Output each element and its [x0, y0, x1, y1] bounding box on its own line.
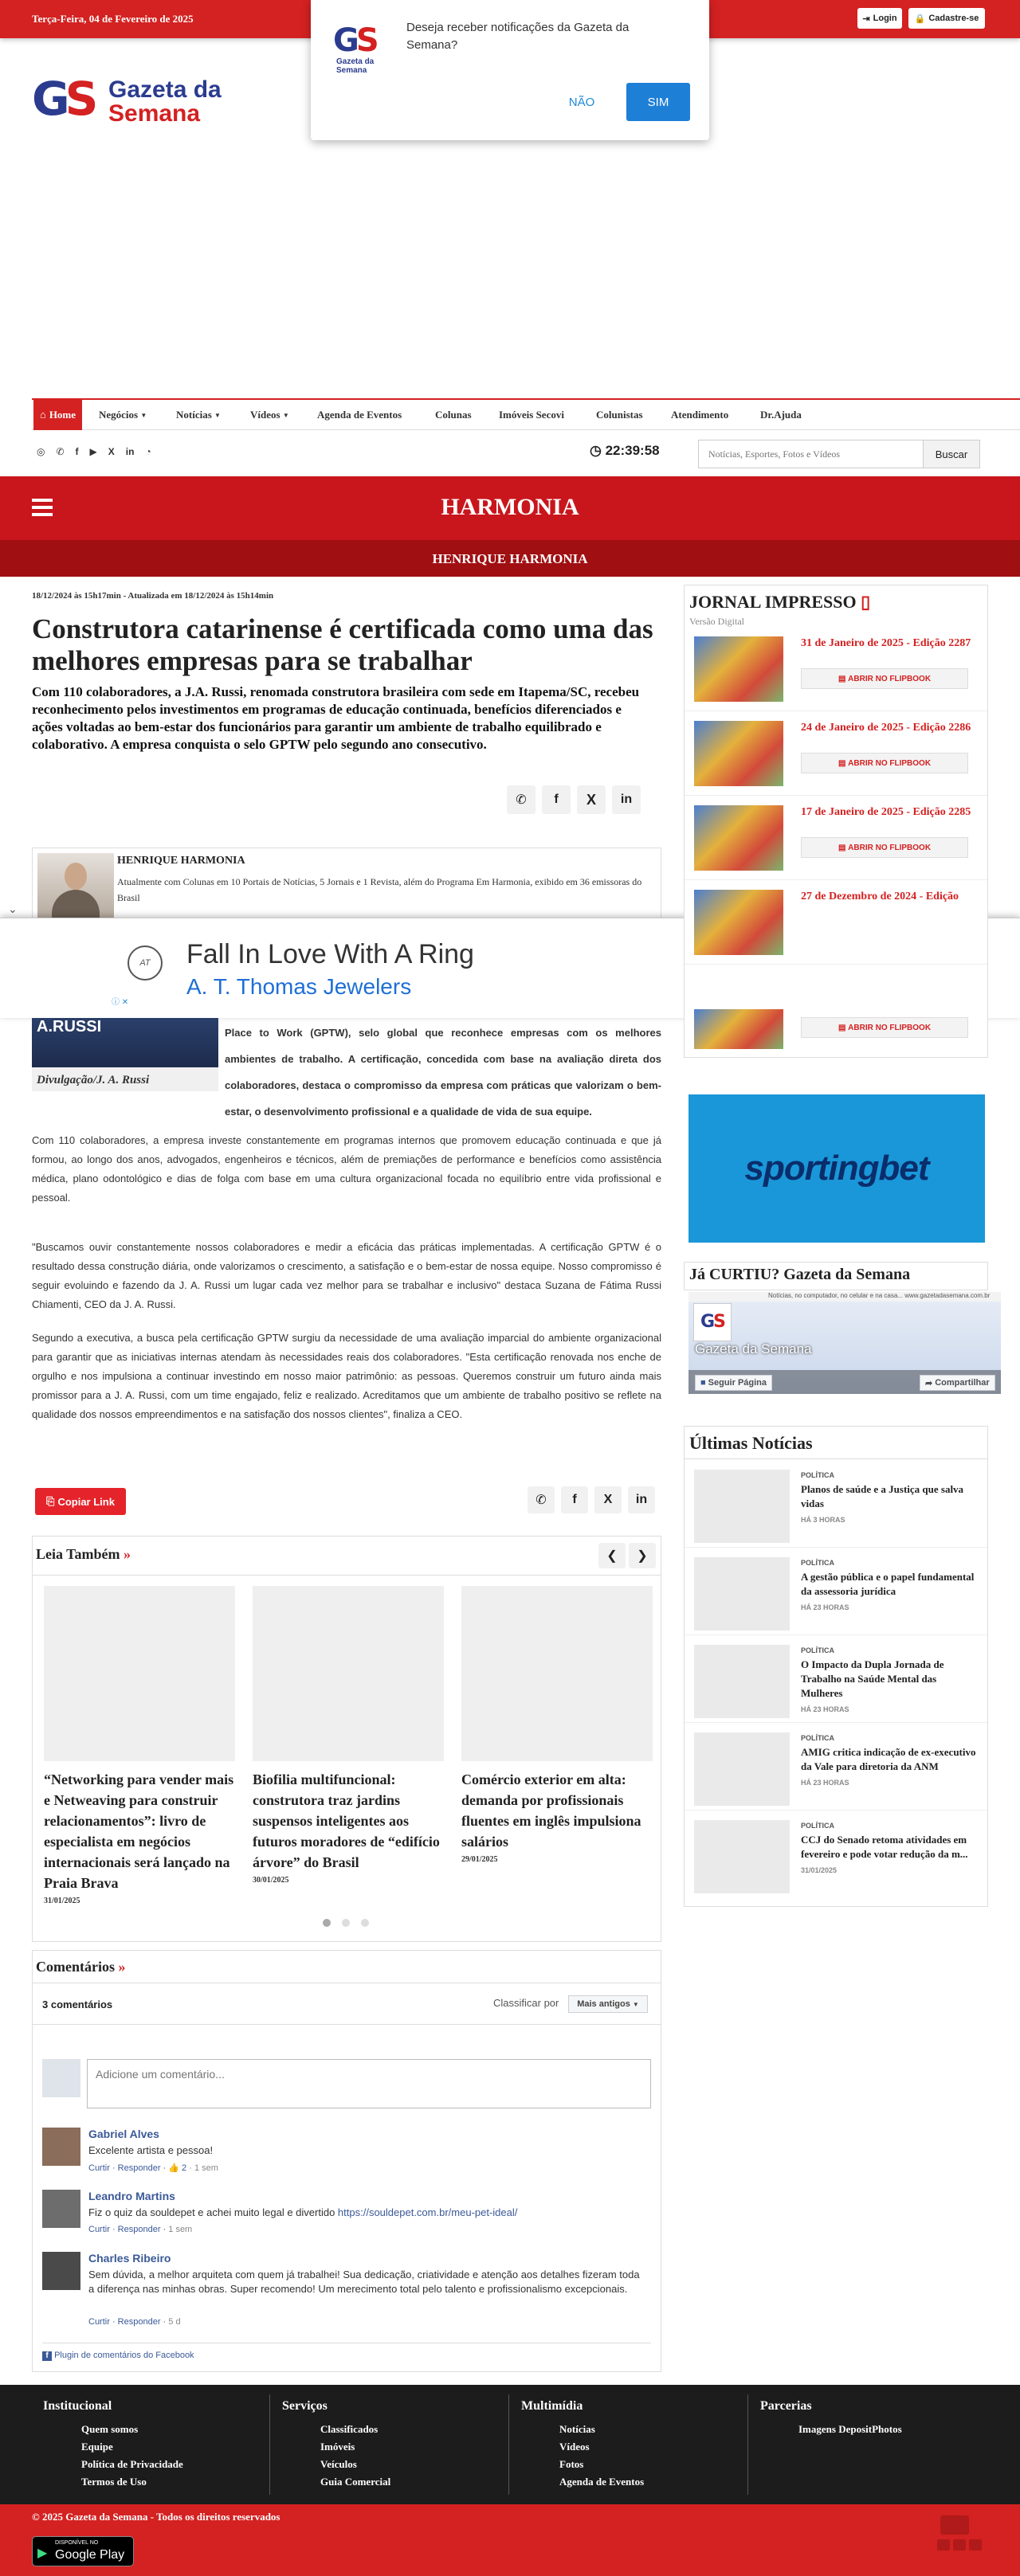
card-image: [461, 1586, 653, 1761]
open-flipbook-button[interactable]: ▤ ABRIR NO FLIPBOOK: [801, 1017, 968, 1038]
article-paragraph-3: Segundo a executiva, a busca pela certificação GPTW surgiu da necessidade de uma avaliação imparcial do ambiente organizacional para garantir que as iniciativas internas atendam às necessidades reais dos colaboradores. "Esta certificação renovada nos enche de orgulho e nos impulsiona a continuar investindo em nosso maior patrimônio: as pessoas. Queremos construir um futuro ainda mais promissor para a J. A. Russi, com um time engajado, feliz e realizado. Acreditamos que um ambiente de trabalho positivo se reflete na qualidade dos nossos empreendimentos e na satisfação dos nossos clientes", finaliza a CEO.: [32, 1332, 661, 1420]
nav-colunas[interactable]: Colunas: [435, 409, 472, 421]
caret-icon: ▼: [282, 411, 289, 419]
social-search-bar: [32, 432, 988, 476]
youtube-icon[interactable]: ▶: [89, 446, 97, 457]
news-category: POLÍTICA: [801, 1646, 834, 1654]
nav-agenda[interactable]: Agenda de Eventos: [317, 409, 402, 421]
carousel-dot[interactable]: [361, 1919, 369, 1927]
footer-col-multimidia: [521, 2399, 744, 2493]
commenter-name[interactable]: Leandro Martins: [88, 2190, 175, 2202]
facebook-icon: ■: [700, 1378, 706, 1388]
caret-icon: ▼: [632, 2000, 639, 2008]
card-image: [44, 1586, 235, 1761]
news-time: HÁ 23 HORAS: [801, 1779, 849, 1787]
card-date: 30/01/2025: [253, 1876, 289, 1885]
edition-item[interactable]: [685, 796, 987, 880]
article-lead: Com 110 colaboradores, a J.A. Russi, renomada construtora brasileira com sede em Itapema/SC, recebeu reconhecimento pelos investimentos em programas de educação continuada, benefícios diferenciados e ações voltadas ao bem-estar dos funcionários para garantir um ambiente de trabalho equilibrado e colaborativo. A empresa conquista o selo GPTW pelo segundo ano consecutivo.: [32, 684, 640, 752]
article-meta: 18/12/2024 às 15h17min - Atualizada em 18/12/2024 às 15h14min: [32, 591, 274, 601]
card-title: Biofilia multifuncional: construtora traz jardins suspensos inteligentes aos futuros moradores de “edifício árvore” do Brasil: [253, 1771, 440, 1870]
caret-icon: ▼: [214, 411, 221, 419]
share-whatsapp-button[interactable]: [528, 1486, 555, 1513]
share-facebook-button[interactable]: [542, 785, 571, 814]
footer-col-parcerias: [760, 2399, 999, 2441]
commenter-name[interactable]: Gabriel Alves: [88, 2128, 159, 2140]
home-icon: ⌂: [40, 409, 46, 421]
article-intro: Place to Work (GPTW), selo global que reconhece empresas com os melhores ambientes de trabalho. A certificação, concedida com base na avaliação direta dos colaboradores, destaca o compromisso da empresa com práticas que valorizam o bem-estar, o desenvolvimento profissional e a qualidade de vida de sua equipe.: [225, 1027, 661, 1118]
edition-cover[interactable]: [694, 890, 783, 955]
section-subbanner: [0, 540, 1020, 577]
share-bar-top: [507, 785, 641, 814]
caret-icon: ▼: [140, 411, 147, 419]
login-button[interactable]: ⇥ Login: [857, 8, 902, 29]
user-avatar: [42, 2059, 80, 2097]
facebook-icon: f: [42, 2351, 52, 2361]
clock-icon: ◷: [590, 443, 602, 458]
collapse-icon[interactable]: ⌄: [8, 902, 18, 915]
author-box: [32, 848, 661, 921]
share-facebook-button[interactable]: [561, 1486, 588, 1513]
login-icon: ⇥: [862, 14, 870, 24]
author-avatar: [37, 853, 114, 920]
footer: [0, 2385, 1020, 2504]
widget-icons[interactable]: [937, 2539, 982, 2551]
news-title[interactable]: A gestão pública e o papel fundamental da assessoria jurídica HÁ 23 HORAS: [801, 1570, 976, 1615]
edition-item[interactable]: [685, 880, 987, 965]
jornal-impresso-widget: [684, 585, 988, 1058]
fb-cover-text: Notícias, no computador, no celular e na casa... www.gazetadasemana.com.br: [688, 1292, 1001, 1302]
sort-label: Classificar por: [493, 1997, 559, 2009]
nav-noticias[interactable]: Notícias ▼: [176, 409, 221, 421]
commenter-name[interactable]: Charles Ribeiro: [88, 2252, 171, 2265]
nav-home[interactable]: ⌂ Home: [33, 400, 82, 430]
photo-brand-text: A.RUSSI: [37, 1018, 102, 1035]
footer-link[interactable]: Imagens DepositPhotos: [798, 2423, 902, 2435]
edition-cover[interactable]: [694, 636, 783, 702]
chat-icon[interactable]: [940, 2515, 969, 2535]
facebook-icon[interactable]: f: [75, 446, 79, 457]
search-button[interactable]: Buscar: [923, 440, 980, 468]
clock: ◷ 22:39:58: [590, 443, 660, 458]
share-x-button[interactable]: [577, 785, 606, 814]
article-paragraph-1: Com 110 colaboradores, a empresa investe constantemente em programas internos que promovem educação continuada e que já formou, ao longo dos anos, advogados, engenheiros e técnicos, além de premiações de performance e benefícios como assistência médica, plano odontológico e dias de folga com base em uma cultura organizacional focada no equilíbrio entre vida profissional e pessoal.: [32, 1134, 661, 1204]
ad-brand-text: sportingbet: [744, 1149, 929, 1188]
facebook-icon: f: [554, 793, 559, 806]
phone-icon: ▯: [861, 592, 871, 612]
latest-news-item[interactable]: [685, 1460, 987, 1548]
ad-headline: Fall In Love With A Ring: [186, 939, 474, 969]
nav-imoveis[interactable]: Imóveis Secovi: [499, 409, 564, 421]
comment-item: [42, 2252, 648, 2331]
footer-bottom: [0, 2504, 1020, 2576]
footer-link[interactable]: Termos de Uso: [81, 2476, 147, 2488]
logo-mark: GS: [32, 72, 94, 126]
whatsapp-icon: ✆: [536, 1494, 547, 1507]
photo-caption: Divulgação/J. A. Russi: [32, 1067, 218, 1091]
news-title[interactable]: O Impacto da Dupla Jornada de Trabalho na Saúde Mental das Mulheres HÁ 23 HORAS: [801, 1658, 976, 1717]
comment-actions[interactable]: Curtir · Responder · 5 d: [88, 2317, 181, 2327]
card-title: Comércio exterior em alta: demanda por profissionais fluentes em inglês impulsiona salários: [461, 1771, 641, 1850]
article-title: Construtora catarinense é certificada como uma das melhores empresas para se trabalhar: [32, 613, 653, 676]
comment-text: Sem dúvida, a melhor arquiteta com quem já trabalhei! Sua dedicação, criatividade e atenção aos detalhes fizeram toda a diferença nas minhas obras. Super recomendo! Um merecimento total pelo talento e profissionalismo excepcionais.: [88, 2269, 640, 2295]
news-category: POLÍTICA: [801, 1559, 834, 1567]
lock-icon: 🔒: [914, 14, 926, 24]
news-category: POLÍTICA: [801, 1734, 834, 1742]
jornal-subtitle: Versão Digital: [689, 616, 744, 627]
fb-plugin-link[interactable]: f Plugin de comentários do Facebook: [42, 2351, 194, 2361]
fb-page-name[interactable]: Gazeta da Semana: [695, 1341, 812, 1357]
news-title[interactable]: Planos de saúde e a Justiça que salva vidas HÁ 3 HORAS: [801, 1482, 976, 1527]
adchoices-icon[interactable]: ⓘ ✕: [112, 998, 129, 1007]
site-logo[interactable]: [32, 70, 239, 126]
comment-text: Fiz o quiz da souldepet e achei muito legal e divertido https://souldepet.com.br/meu-pet-ideal/: [88, 2206, 518, 2218]
linkedin-icon[interactable]: in: [125, 446, 135, 457]
footer-link[interactable]: Quem somos: [81, 2423, 139, 2435]
commenter-avatar: [42, 2128, 80, 2166]
comment-count: 3 comentários: [42, 1999, 113, 2010]
open-flipbook-button[interactable]: ▤ ABRIR NO FLIPBOOK: [801, 668, 968, 689]
card-date: 29/01/2025: [461, 1855, 498, 1864]
news-thumbnail[interactable]: [694, 1732, 790, 1806]
comment-actions[interactable]: Curtir · Responder · 1 sem: [88, 2225, 193, 2234]
signup-button[interactable]: 🔒 Cadastre-se: [908, 8, 985, 29]
linkedin-icon: in: [635, 1493, 648, 1506]
news-thumbnail[interactable]: [694, 1820, 790, 1893]
news-title[interactable]: AMIG critica indicação de ex-executivo da Vale para diretoria da ANM HÁ 23 HORAS: [801, 1745, 976, 1790]
rss-icon[interactable]: ◔: [145, 446, 151, 457]
open-flipbook-button[interactable]: ▤ ABRIR NO FLIPBOOK: [801, 837, 968, 858]
notification-text: Deseja receber notificações da Gazeta da Semana?: [406, 21, 630, 52]
footer-link[interactable]: Guia Comercial: [320, 2476, 391, 2488]
copy-link-button[interactable]: ⎘ Copiar Link: [35, 1488, 126, 1515]
x-icon: X: [603, 1493, 613, 1506]
jornal-title: JORNAL IMPRESSO ▯: [689, 592, 871, 612]
read-also-title: Leia Também »: [36, 1546, 131, 1562]
facebook-widget: [684, 1255, 991, 1397]
share-linkedin-button[interactable]: [612, 785, 641, 814]
latest-news-item[interactable]: [685, 1811, 987, 1898]
ad-logo: AT: [128, 945, 163, 981]
carousel-dots: [323, 1919, 369, 1927]
main-nav: [32, 398, 1020, 430]
footer-col-servicos: [282, 2399, 505, 2493]
footer-link[interactable]: Classificados: [320, 2423, 379, 2435]
current-date: Terça-Feira, 04 de Fevereiro de 2025: [32, 13, 194, 25]
share-linkedin-button[interactable]: [628, 1486, 655, 1513]
pdf-icon: ▤: [838, 758, 846, 768]
share-x-button[interactable]: [594, 1486, 622, 1513]
logo-line2: Semana: [108, 100, 201, 127]
news-title[interactable]: CCJ do Senado retoma atividades em fevereiro e pode votar redução da m... 31/01/2025: [801, 1833, 976, 1877]
copyright: © 2025 Gazeta da Semana - Todos os direitos reservados: [32, 2511, 280, 2523]
logo-line1: Gazeta da: [108, 76, 222, 103]
latest-news-item[interactable]: [685, 1548, 987, 1635]
nav-negocios[interactable]: Negócios ▼: [99, 409, 147, 421]
curtiu-title: Já CURTIU? Gazeta da Semana: [684, 1262, 988, 1290]
news-thumbnail[interactable]: [694, 1645, 790, 1718]
nav-drajuda[interactable]: Dr.Ajuda: [760, 409, 802, 421]
news-time: HÁ 3 HORAS: [801, 1516, 845, 1524]
prev-arrow-icon[interactable]: ❮: [598, 1543, 626, 1568]
sort-select[interactable]: Mais antigos ▼: [568, 1995, 648, 2013]
commenter-avatar: [42, 2190, 80, 2228]
edition-item[interactable]: [685, 627, 987, 711]
edition-title[interactable]: 17 de Janeiro de 2025 - Edição 2285: [801, 806, 971, 818]
google-play-badge[interactable]: ▶ DISPONÍVEL NO Google Play: [32, 2536, 134, 2566]
section-title: HARMONIA: [441, 494, 579, 520]
article-paragraph-2: "Buscamos ouvir constantemente nossos colaboradores e medir a eficácia das práticas implementadas. A certificação GPTW é o resultado dessa construção diária, onde valorizamos o crescimento, a satisfação e o bem-estar de nossa equipe. Nosso compromisso é seguir evoluindo e fazendo da J. A. Russi um lugar cada vez melhor para se trabalhar e inclusivo" destaca Suzana de Fátima Russi Chiamenti, CEO da J. A. Russi.: [32, 1241, 661, 1310]
pdf-icon: ▤: [838, 843, 846, 852]
news-thumbnail[interactable]: [694, 1557, 790, 1631]
pdf-icon: ▤: [838, 674, 846, 683]
edition-title[interactable]: 27 de Dezembro de 2024 - Edição: [801, 891, 959, 902]
x-icon: X: [586, 791, 596, 808]
edition-title[interactable]: 24 de Janeiro de 2025 - Edição 2286: [801, 722, 971, 734]
nav-colunistas[interactable]: Colunistas: [596, 409, 643, 421]
nav-atendimento[interactable]: Atendimento: [671, 409, 729, 421]
news-thumbnail[interactable]: [694, 1470, 790, 1543]
comment-input[interactable]: [87, 2059, 651, 2108]
like-icon: 👍: [168, 2163, 179, 2173]
footer-col-title: Multimídia: [521, 2399, 583, 2413]
comment-link[interactable]: https://souldepet.com.br/meu-pet-ideal/: [337, 2206, 518, 2218]
instagram-icon[interactable]: ◎: [37, 446, 45, 457]
notification-yes-button[interactable]: SIM: [626, 83, 690, 121]
footer-col-title: Parcerias: [760, 2399, 812, 2413]
linkedin-icon: in: [620, 793, 633, 806]
notification-no-button[interactable]: NÃO: [568, 95, 595, 109]
comment-item: [42, 2128, 648, 2175]
sportingbet-ad[interactable]: [688, 1094, 985, 1243]
carousel-dot[interactable]: [342, 1919, 350, 1927]
news-time: HÁ 23 HORAS: [801, 1603, 849, 1611]
news-category: POLÍTICA: [801, 1471, 834, 1479]
author-bio: Atualmente com Colunas em 10 Portais de Notícias, 5 Jornais e 1 Revista, além do Programa Em Harmonia, exibido em 36 emissoras do Brasil: [117, 876, 642, 903]
comments-section: [32, 1950, 661, 2372]
share-whatsapp-button[interactable]: [507, 785, 536, 814]
share-bar-bottom: [528, 1486, 655, 1513]
footer-link[interactable]: Notícias: [559, 2423, 595, 2435]
columnist-name: HENRIQUE HARMONIA: [432, 551, 588, 566]
footer-link[interactable]: Agenda de Eventos: [559, 2476, 645, 2488]
notification-logo: GS Gazeta da Semana: [333, 22, 376, 75]
edition-cover[interactable]: [694, 1009, 783, 1049]
read-also-card[interactable]: [253, 1586, 447, 1885]
edition-item[interactable]: [685, 1009, 987, 1058]
section-banner: [0, 476, 1020, 540]
fb-share-button[interactable]: ➦ Compartilhar: [920, 1375, 995, 1391]
footer-col-title: Serviços: [282, 2399, 328, 2413]
facebook-icon: f: [572, 1493, 577, 1506]
latest-title: Últimas Notícias: [689, 1433, 813, 1453]
read-also-card[interactable]: [461, 1586, 656, 1864]
open-flipbook-button[interactable]: ▤ ABRIR NO FLIPBOOK: [801, 753, 968, 773]
footer-col-title: Institucional: [43, 2399, 112, 2413]
news-category: POLÍTICA: [801, 1822, 834, 1830]
search-input[interactable]: [698, 440, 924, 468]
link-icon: ⎘: [46, 1495, 55, 1507]
comment-text: Excelente artista e pessoa!: [88, 2144, 214, 2156]
edition-cover[interactable]: [694, 805, 783, 871]
footer-link[interactable]: Imóveis: [320, 2441, 355, 2453]
fb-page-card[interactable]: [688, 1292, 1001, 1394]
read-also-section: [32, 1536, 661, 1942]
whatsapp-icon: ✆: [516, 793, 527, 807]
comments-title: Comentários »: [36, 1959, 126, 1975]
footer-link[interactable]: Política de Privacidade: [81, 2458, 183, 2470]
footer-link[interactable]: Fotos: [559, 2458, 584, 2470]
edition-title[interactable]: 31 de Janeiro de 2025 - Edição 2287: [801, 637, 971, 649]
article-photo: [32, 1018, 218, 1067]
pdf-icon: ▤: [838, 1023, 846, 1032]
x-icon[interactable]: X: [108, 446, 115, 457]
whatsapp-icon[interactable]: ✆: [56, 446, 65, 457]
card-date: 31/01/2025: [44, 1897, 80, 1905]
footer-link[interactable]: Vídeos: [559, 2441, 590, 2453]
footer-col-institucional: [43, 2399, 266, 2493]
share-icon: ➦: [925, 1378, 933, 1388]
nav-videos[interactable]: Vídeos ▼: [250, 409, 289, 421]
footer-link[interactable]: Veículos: [320, 2458, 357, 2470]
news-time: HÁ 23 HORAS: [801, 1705, 849, 1713]
edition-cover[interactable]: [694, 721, 783, 786]
fb-page-avatar: GS: [693, 1303, 732, 1341]
comment-actions[interactable]: Curtir · Responder · 👍 2 · 1 sem: [88, 2163, 218, 2173]
ad-brand: A. T. Thomas Jewelers: [186, 974, 412, 999]
news-time: 31/01/2025: [801, 1866, 838, 1874]
next-arrow-icon[interactable]: ❯: [629, 1543, 656, 1568]
latest-news-widget: [684, 1426, 988, 1907]
push-notification-dialog: [311, 0, 709, 140]
fb-follow-button[interactable]: ■ Seguir Página: [695, 1375, 772, 1391]
edition-item[interactable]: [685, 711, 987, 796]
latest-news-item[interactable]: [685, 1635, 987, 1723]
carousel-dot[interactable]: [323, 1919, 331, 1927]
footer-link[interactable]: Equipe: [81, 2441, 113, 2453]
comment-item: [42, 2190, 648, 2237]
author-name: HENRIQUE HARMONIA: [117, 855, 245, 867]
read-also-card[interactable]: [44, 1586, 238, 1905]
card-image: [253, 1586, 444, 1761]
card-title: “Networking para vender mais e Netweaving para construir relacionamentos”: livro de especialista em negócios internacionais será lançado na Praia Brava: [44, 1771, 234, 1891]
latest-news-item[interactable]: [685, 1723, 987, 1811]
commenter-avatar: [42, 2252, 80, 2290]
play-icon: ▶: [37, 2547, 48, 2560]
